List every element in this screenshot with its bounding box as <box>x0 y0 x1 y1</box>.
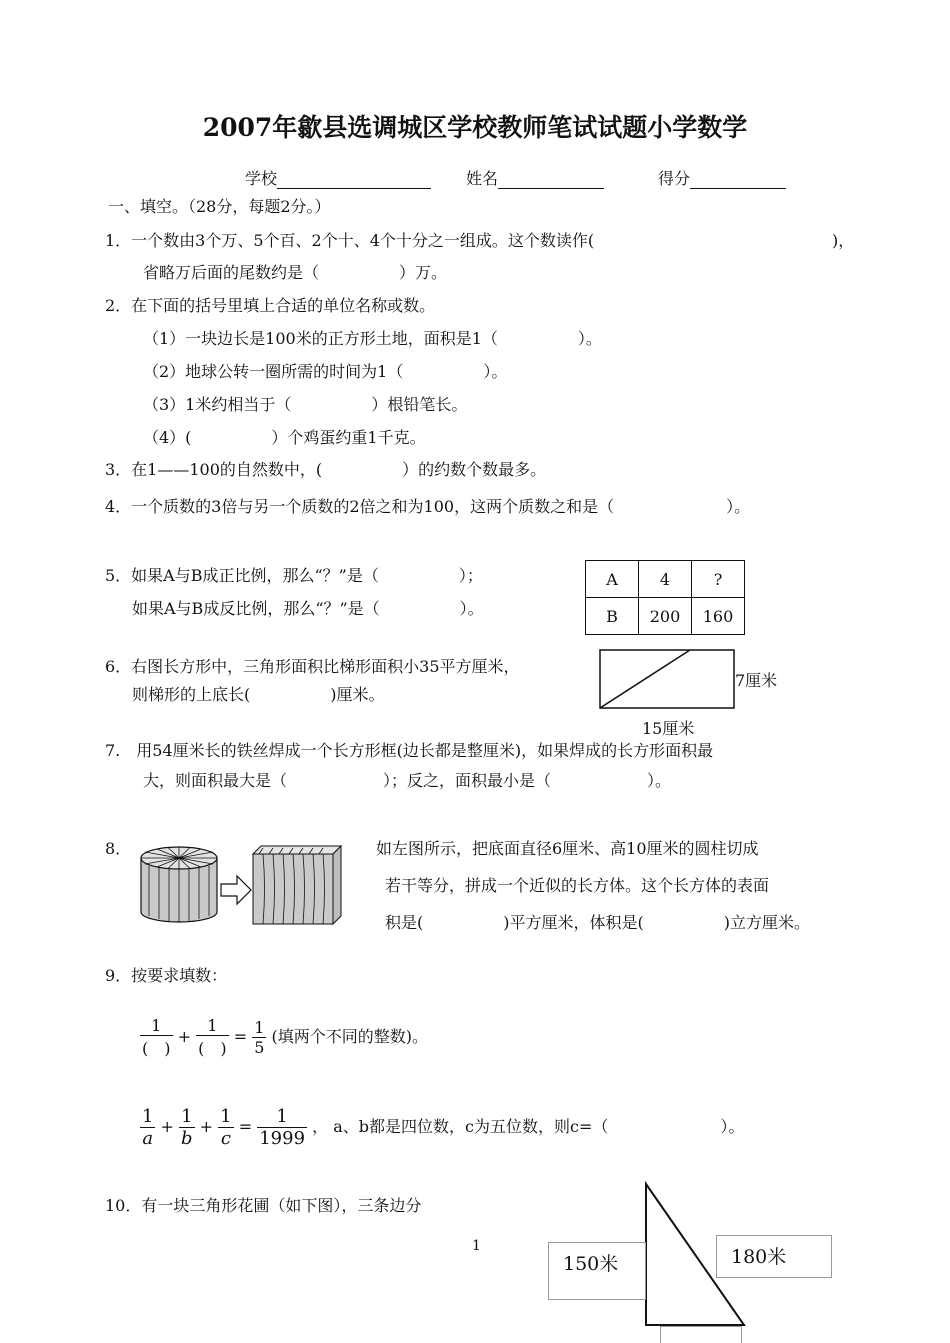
q9-note-2: a、b都是四位数，c为五位数，则c=（ ）。 <box>333 1117 745 1136</box>
table-row <box>586 598 745 635</box>
q9-stem: 9．按要求填数： <box>105 966 228 985</box>
q2-sub1: （1）一块边长是100米的正方形土地，面积是1（ ）。 <box>143 329 602 348</box>
q2-sub2: （2）地球公转一圈所需的时间为1（ ）。 <box>143 362 508 381</box>
fraction-equation-2: $\frac{1}{a}$ + $\frac{1}{b}$ + $\frac{1}{c}$ = $\frac{1}{1999}$ ， a、b都是四位数，c为五位数，则c=（ ）。 <box>142 1106 745 1149</box>
name-blank[interactable] <box>498 170 604 189</box>
fraction: $\frac{1}{b}$ <box>181 1106 193 1149</box>
fraction: $\frac{1}{( )}$ <box>198 1016 227 1058</box>
q1-line1: 1．一个数由3个万、5个百、2个十、4个十分之一组成。这个数读作( <box>105 231 595 250</box>
q2-sub4: （4）( ）个鸡蛋约重1千克。 <box>143 428 426 447</box>
fraction: $\frac{1}{( )}$ <box>142 1016 171 1058</box>
diagonal-line <box>600 650 690 708</box>
q5-line2: 如果A与B成反比例，那么“？”是（ ）。 <box>132 599 484 618</box>
school-label: 学校 <box>245 169 278 188</box>
fraction-blank[interactable]: ( ) <box>140 1035 173 1059</box>
arrow-right-icon <box>221 876 251 904</box>
table-cell: 200 <box>639 598 692 635</box>
q8-line1: 如左图所示，把底面直径6厘米、高10厘米的圆柱切成 <box>376 839 759 858</box>
table-cell: 160 <box>692 598 745 635</box>
q2-stem: 2．在下面的括号里填上合适的单位名称或数。 <box>105 296 436 315</box>
q8-line2: 若干等分，拼成一个近似的长方体。这个长方体的表面 <box>385 876 770 895</box>
q6-line2: 则梯形的上底长( )厘米。 <box>132 685 385 704</box>
table-cell: A <box>586 561 639 598</box>
table-row <box>586 561 745 598</box>
cuboid-icon <box>253 846 341 924</box>
page-number: 1 <box>472 1238 481 1254</box>
rect-height-label: 7厘米 <box>735 671 778 690</box>
q3-text: 3．在1——100的自然数中，( ）的约数个数最多。 <box>105 460 547 479</box>
rect-width-label: 15厘米 <box>642 719 695 738</box>
page-title: 2007年歙县选调城区学校教师笔试试题小学数学 <box>202 113 748 142</box>
cylinder-icon <box>141 847 217 922</box>
side-label-box-1: 150米 <box>548 1242 646 1300</box>
q9-note-1: (填两个不同的整数)。 <box>271 1027 428 1046</box>
name-field <box>466 166 604 189</box>
fraction: $\frac{1}{a}$ <box>142 1106 154 1149</box>
name-label: 姓名 <box>466 169 499 188</box>
q7-line2: 大，则面积最大是（ ）；反之，面积最小是（ ）。 <box>143 771 672 790</box>
table-cell: B <box>586 598 639 635</box>
fraction: $\frac{1}{1999}$ <box>259 1106 306 1149</box>
q5-table <box>585 560 745 635</box>
score-label: 得分 <box>658 169 691 188</box>
score-field <box>658 166 786 189</box>
q7-line1: 7. 用54厘米长的铁丝焊成一个长方形框(边长都是整厘米)，如果焊成的长方形面积最 <box>105 741 714 760</box>
fraction: $\frac{1}{5}$ <box>254 1018 265 1057</box>
rectangle-outline <box>600 650 734 708</box>
score-blank[interactable] <box>690 170 786 189</box>
fraction: $\frac{1}{c}$ <box>220 1106 232 1149</box>
q8-line3: 积是( )平方厘米，体积是( )立方厘米。 <box>385 913 810 932</box>
fraction-blank[interactable]: ( ) <box>196 1035 229 1059</box>
cylinder-figure <box>135 838 355 930</box>
q6-line1: 6．右图长方形中，三角形面积比梯形面积小35平方厘米， <box>105 657 520 676</box>
rectangle-figure <box>598 648 738 712</box>
q1-line2: 省略万后面的尾数约是（ ）万。 <box>143 263 448 282</box>
q4-text: 4．一个质数的3倍与另一个质数的2倍之和为100，这两个质数之和是（ ）。 <box>105 497 751 516</box>
school-field <box>245 166 431 189</box>
table-cell: 4 <box>639 561 692 598</box>
q10-text: 10．有一块三角形花圃（如下图），三条边分 <box>105 1196 422 1215</box>
school-blank[interactable] <box>277 170 431 189</box>
q1-line1-end: )， <box>832 231 855 250</box>
q5-line1: 5．如果A与B成正比例，那么“？”是（ ）； <box>105 566 483 585</box>
section-heading: 一、填空。（28分，每题2分。） <box>108 197 331 216</box>
q8-number: 8． <box>105 839 132 858</box>
fraction-equation-1: $\frac{1}{( )}$ + $\frac{1}{( )}$ = $\frac{1}{5}$ (填两个不同的整数)。 <box>142 1016 428 1058</box>
side-label-box-2: 180米 <box>716 1235 832 1278</box>
table-cell: ? <box>692 561 745 598</box>
side-label-box-3 <box>660 1326 742 1343</box>
q2-sub3: （3）1米约相当于（ ）根铅笔长。 <box>143 395 468 414</box>
